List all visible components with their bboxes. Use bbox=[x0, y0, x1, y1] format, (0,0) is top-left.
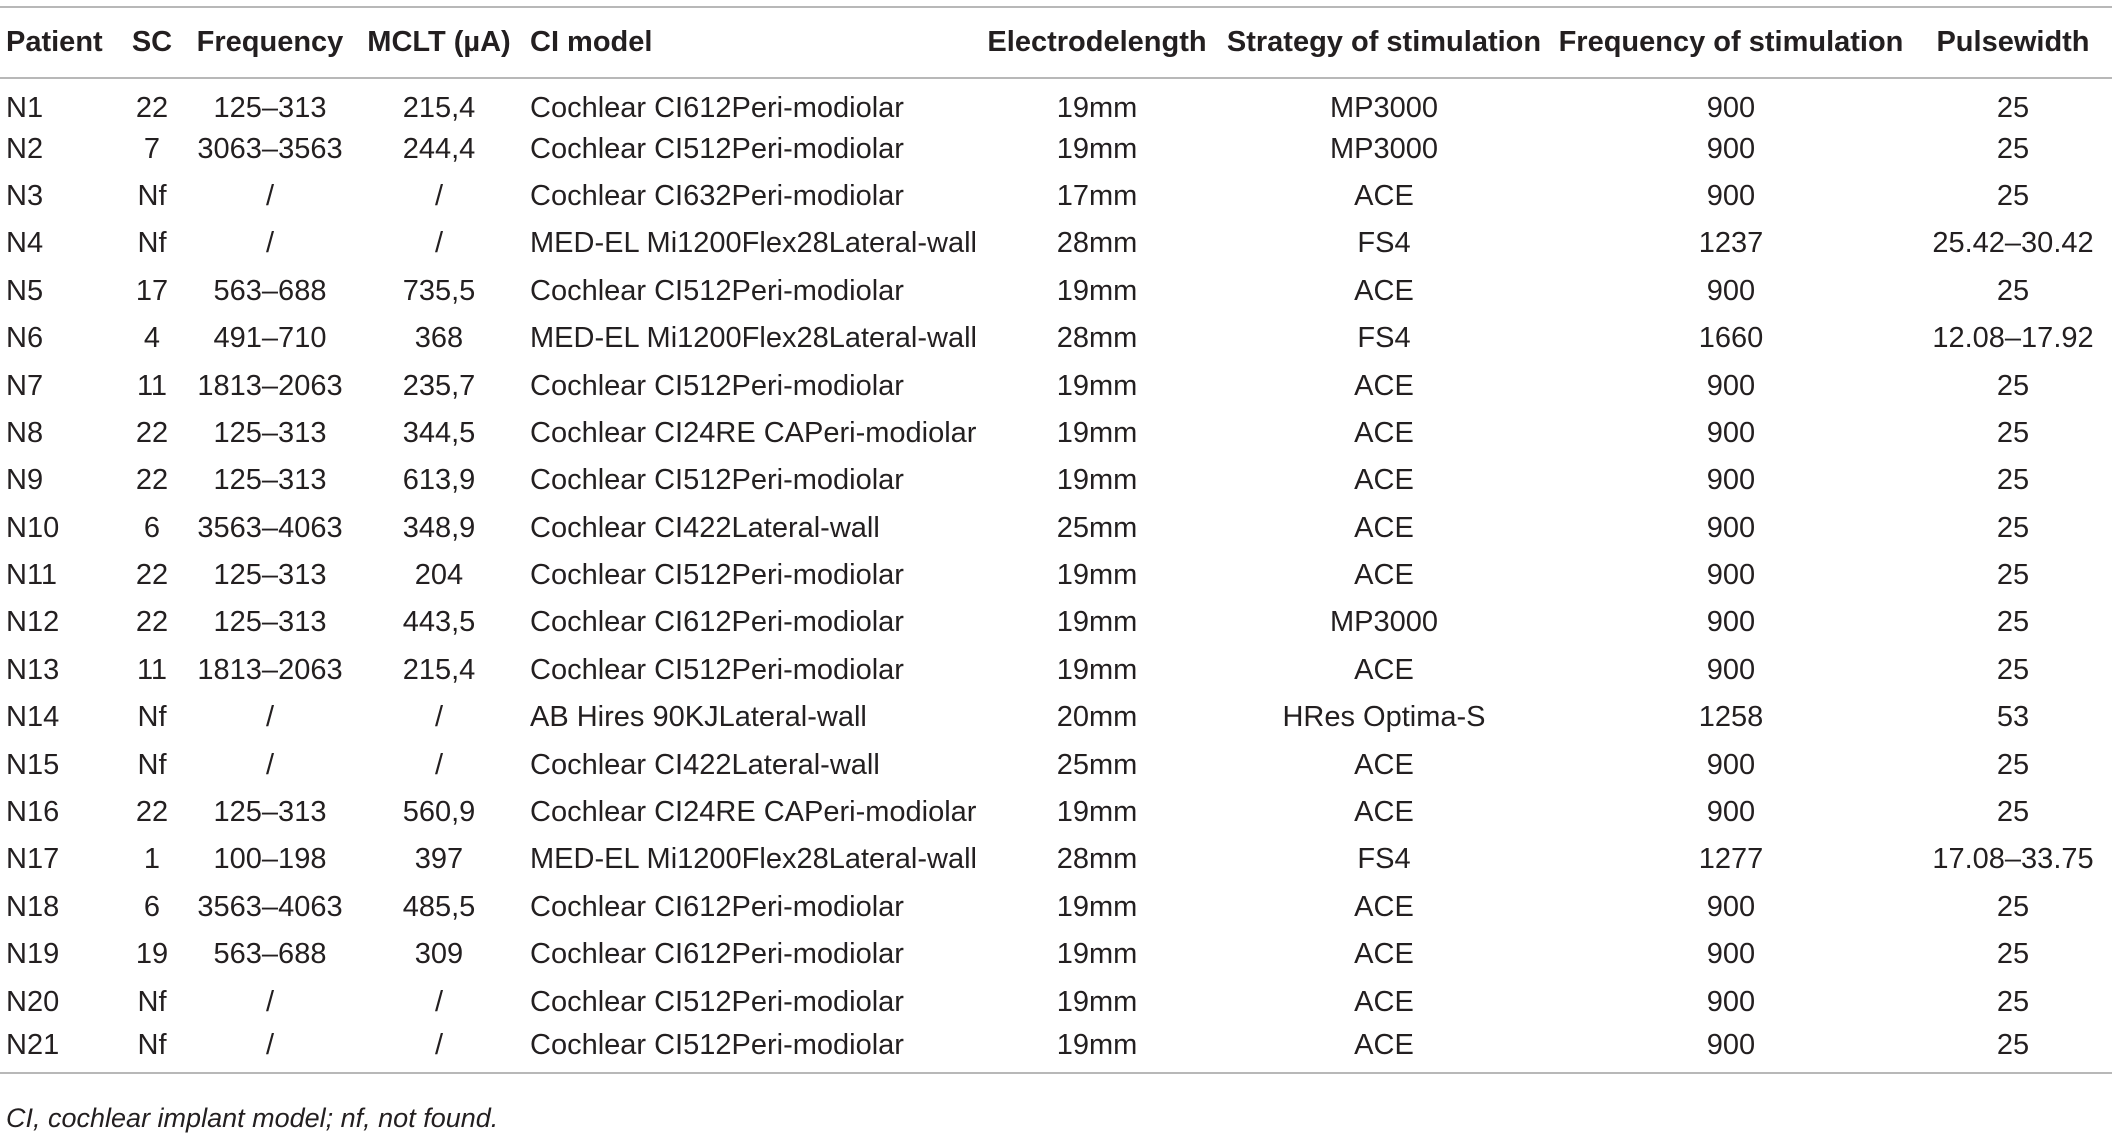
patient-cell: N3 bbox=[6, 179, 44, 212]
electrode-length-cell: 19mm bbox=[1056, 274, 1138, 307]
patient-cell: N13 bbox=[6, 653, 60, 686]
stim-frequency-cell: 900 bbox=[1548, 1026, 1914, 1073]
strategy-cell: MP3000 bbox=[1329, 606, 1438, 639]
mclt-cell: 560,9 bbox=[402, 796, 476, 829]
strategy-cell: ACE bbox=[1354, 796, 1414, 829]
mclt-cell: 235,7 bbox=[402, 369, 476, 402]
stim-frequency-cell: 900 bbox=[1706, 91, 1756, 124]
frequency-cell: / bbox=[265, 179, 275, 212]
patient-cell: N2 bbox=[6, 132, 44, 165]
strategy-cell: ACE bbox=[1354, 511, 1414, 544]
frequency-cell: 3563–4063 bbox=[197, 890, 343, 923]
ci-model-cell: Cochlear CI512Peri-modiolar bbox=[530, 985, 904, 1018]
table-header bbox=[0, 7, 2112, 78]
electrode-length-cell: 28mm bbox=[1056, 322, 1138, 355]
stim-frequency-cell: 900 bbox=[1706, 748, 1756, 781]
patient-cell: N9 bbox=[6, 464, 44, 497]
mclt-cell: 215,4 bbox=[402, 91, 476, 124]
ci-model-cell: Cochlear CI24RE CAPeri-modiolar bbox=[530, 796, 977, 829]
patient-cell: N4 bbox=[6, 227, 44, 260]
pulsewidth-cell: 25.42–30.42 bbox=[1932, 227, 2094, 260]
table-row bbox=[0, 647, 2112, 694]
mclt-cell: 735,5 bbox=[402, 274, 476, 307]
sc-cell: 17 bbox=[135, 274, 169, 307]
stim-frequency-cell: 900 bbox=[1706, 606, 1756, 639]
electrode-length-cell: 25mm bbox=[1056, 748, 1138, 781]
stim-frequency-cell: 900 bbox=[1706, 274, 1756, 307]
ci-model-cell: Cochlear CI512Peri-modiolar bbox=[530, 464, 904, 497]
strategy-cell: ACE bbox=[1354, 464, 1414, 497]
table-footnote: CI, cochlear implant model; nf, not found. bbox=[6, 1103, 499, 1133]
stim-frequency-cell: 900 bbox=[1706, 559, 1756, 592]
ci-model-cell: Cochlear CI612Peri-modiolar bbox=[530, 606, 904, 639]
mclt-cell: 397 bbox=[414, 843, 464, 876]
frequency-cell: / bbox=[265, 227, 275, 260]
strategy-cell: ACE bbox=[1354, 274, 1414, 307]
patient-cell: N1 bbox=[6, 91, 44, 124]
patient-table bbox=[0, 6, 2112, 1074]
frequency-cell: 563–688 bbox=[213, 274, 327, 307]
ci-model-cell: Cochlear CI512Peri-modiolar bbox=[530, 274, 904, 307]
strategy-cell: ACE bbox=[1354, 938, 1414, 971]
sc-cell: 1 bbox=[143, 843, 161, 876]
header-electrode-length: Electrodelength bbox=[974, 7, 1220, 78]
electrode-length-cell: 19mm bbox=[1056, 369, 1138, 402]
header-patient: Patient bbox=[0, 7, 118, 78]
frequency-cell: 3063–3563 bbox=[197, 132, 343, 165]
table-row bbox=[0, 1026, 2112, 1073]
patient-cell: N18 bbox=[6, 890, 60, 923]
stim-frequency-cell: 1237 bbox=[1698, 227, 1764, 260]
frequency-cell: / bbox=[265, 748, 275, 781]
electrode-length-cell: 19mm bbox=[1056, 132, 1138, 165]
strategy-cell: ACE bbox=[1354, 416, 1414, 449]
pulsewidth-cell: 25 bbox=[1996, 416, 2030, 449]
pulsewidth-cell: 25 bbox=[1996, 132, 2030, 165]
frequency-cell: 125–313 bbox=[213, 464, 327, 497]
electrode-length-cell: 19mm bbox=[1056, 559, 1138, 592]
stim-frequency-cell: 900 bbox=[1706, 132, 1756, 165]
strategy-cell: ACE bbox=[1354, 985, 1414, 1018]
ci-model-cell: Cochlear CI612Peri-modiolar bbox=[530, 890, 904, 923]
ci-model-cell: MED-EL Mi1200Flex28Lateral-wall bbox=[530, 227, 977, 260]
sc-cell: Nf bbox=[137, 227, 167, 260]
table-row bbox=[0, 552, 2112, 599]
strategy-cell: ACE bbox=[1354, 179, 1414, 212]
sc-cell: 22 bbox=[135, 416, 169, 449]
ci-model-cell: Cochlear CI422Lateral-wall bbox=[530, 748, 880, 781]
mclt-cell: / bbox=[434, 227, 444, 260]
table-row bbox=[0, 978, 2112, 1025]
sc-cell: 11 bbox=[136, 653, 168, 686]
table-row bbox=[0, 315, 2112, 362]
strategy-cell: HRes Optima-S bbox=[1282, 701, 1486, 734]
table-row bbox=[0, 931, 2112, 978]
stim-frequency-cell: 1660 bbox=[1698, 322, 1764, 355]
frequency-cell: 491–710 bbox=[213, 322, 327, 355]
electrode-length-cell: 19mm bbox=[1056, 796, 1138, 829]
electrode-length-cell: 19mm bbox=[1056, 985, 1138, 1018]
sc-cell: Nf bbox=[118, 1026, 186, 1073]
electrode-length-cell: 20mm bbox=[1056, 701, 1138, 734]
electrode-length-cell: 19mm bbox=[1056, 464, 1138, 497]
table-body bbox=[0, 78, 2112, 1073]
pulsewidth-cell: 25 bbox=[1996, 179, 2030, 212]
electrode-length-cell: 28mm bbox=[1056, 843, 1138, 876]
pulsewidth-cell: 25 bbox=[1996, 91, 2030, 124]
ci-model-cell: Cochlear CI512Peri-modiolar bbox=[530, 559, 904, 592]
frequency-cell: / bbox=[265, 985, 275, 1018]
mclt-cell: 309 bbox=[414, 938, 464, 971]
strategy-cell: ACE bbox=[1354, 369, 1414, 402]
header-row bbox=[0, 7, 2112, 78]
mclt-cell: 215,4 bbox=[402, 653, 476, 686]
strategy-cell: FS4 bbox=[1357, 322, 1411, 355]
stim-frequency-cell: 900 bbox=[1706, 985, 1756, 1018]
mclt-cell: 244,4 bbox=[402, 132, 476, 165]
sc-cell: 22 bbox=[135, 606, 169, 639]
patient-cell: N5 bbox=[6, 274, 44, 307]
pulsewidth-cell: 25 bbox=[1996, 890, 2030, 923]
table-row bbox=[0, 410, 2112, 457]
table-row bbox=[0, 125, 2112, 172]
ci-model-cell: MED-EL Mi1200Flex28Lateral-wall bbox=[530, 843, 977, 876]
sc-cell: Nf bbox=[137, 748, 167, 781]
sc-cell: Nf bbox=[137, 179, 167, 212]
mclt-cell: / bbox=[434, 748, 444, 781]
mclt-cell: 348,9 bbox=[402, 511, 476, 544]
patient-cell: N12 bbox=[6, 606, 60, 639]
table-row bbox=[0, 505, 2112, 552]
pulsewidth-cell: 25 bbox=[1914, 1026, 2112, 1073]
stim-frequency-cell: 900 bbox=[1706, 796, 1756, 829]
frequency-cell: / bbox=[186, 1026, 354, 1073]
strategy-cell: ACE bbox=[1220, 1026, 1548, 1073]
patient-cell: N6 bbox=[6, 322, 44, 355]
table-row bbox=[0, 268, 2112, 315]
electrode-length-cell: 19mm bbox=[1056, 606, 1138, 639]
sc-cell: 6 bbox=[143, 511, 161, 544]
table-row bbox=[0, 457, 2112, 504]
electrode-length-cell: 19mm bbox=[1056, 91, 1138, 124]
strategy-cell: MP3000 bbox=[1329, 91, 1438, 124]
sc-cell: 22 bbox=[135, 464, 169, 497]
header-pulsewidth: Pulsewidth bbox=[1914, 7, 2112, 78]
mclt-cell: / bbox=[434, 701, 444, 734]
stim-frequency-cell: 900 bbox=[1706, 179, 1756, 212]
header-ci-model: CI model bbox=[524, 7, 974, 78]
ci-model-cell: Cochlear CI512Peri-modiolar bbox=[530, 369, 904, 402]
stim-frequency-cell: 900 bbox=[1706, 511, 1756, 544]
ci-model-cell: Cochlear CI512Peri-modiolar bbox=[530, 653, 904, 686]
mclt-cell: 485,5 bbox=[402, 890, 476, 923]
frequency-cell: 1813–2063 bbox=[197, 653, 343, 686]
sc-cell: 6 bbox=[143, 890, 161, 923]
sc-cell: 19 bbox=[135, 938, 169, 971]
patient-cell: N19 bbox=[6, 938, 60, 971]
pulsewidth-cell: 25 bbox=[1996, 559, 2030, 592]
patient-cell: N7 bbox=[6, 369, 44, 402]
patient-cell: N21 bbox=[0, 1026, 118, 1073]
frequency-cell: 125–313 bbox=[213, 606, 327, 639]
header-sc: SC bbox=[118, 7, 186, 78]
table-row bbox=[0, 694, 2112, 741]
table-row bbox=[0, 78, 2112, 125]
table-row bbox=[0, 599, 2112, 646]
mclt-cell: 204 bbox=[414, 559, 464, 592]
patient-cell: N17 bbox=[6, 843, 60, 876]
strategy-cell: FS4 bbox=[1357, 227, 1411, 260]
strategy-cell: MP3000 bbox=[1329, 132, 1438, 165]
table-row bbox=[0, 789, 2112, 836]
pulsewidth-cell: 25 bbox=[1996, 938, 2030, 971]
strategy-cell: FS4 bbox=[1357, 843, 1411, 876]
mclt-cell: 368 bbox=[414, 322, 464, 355]
strategy-cell: ACE bbox=[1354, 890, 1414, 923]
frequency-cell: 563–688 bbox=[213, 938, 327, 971]
frequency-cell: 3563–4063 bbox=[197, 511, 343, 544]
table-row bbox=[0, 836, 2112, 883]
strategy-cell: ACE bbox=[1354, 748, 1414, 781]
table-row bbox=[0, 741, 2112, 788]
frequency-cell: 100–198 bbox=[213, 843, 327, 876]
ci-model-cell: Cochlear CI512Peri-modiolar bbox=[524, 1026, 974, 1073]
pulsewidth-cell: 25 bbox=[1996, 748, 2030, 781]
stim-frequency-cell: 900 bbox=[1706, 938, 1756, 971]
ci-model-cell: Cochlear CI24RE CAPeri-modiolar bbox=[530, 416, 977, 449]
pulsewidth-cell: 25 bbox=[1996, 606, 2030, 639]
ci-model-cell: AB Hires 90KJLateral-wall bbox=[530, 701, 867, 734]
patient-cell: N14 bbox=[6, 701, 60, 734]
mclt-cell: / bbox=[434, 179, 444, 212]
pulsewidth-cell: 25 bbox=[1996, 511, 2030, 544]
header-frequency: Frequency bbox=[186, 7, 354, 78]
ci-model-cell: Cochlear CI612Peri-modiolar bbox=[530, 91, 904, 124]
electrode-length-cell: 25mm bbox=[1056, 511, 1138, 544]
sc-cell: 22 bbox=[135, 796, 169, 829]
mclt-cell: / bbox=[354, 1026, 524, 1073]
frequency-cell: 125–313 bbox=[213, 559, 327, 592]
stim-frequency-cell: 900 bbox=[1706, 416, 1756, 449]
frequency-cell: / bbox=[265, 701, 275, 734]
stim-frequency-cell: 1258 bbox=[1698, 701, 1764, 734]
electrode-length-cell: 17mm bbox=[1056, 179, 1138, 212]
pulsewidth-cell: 25 bbox=[1996, 796, 2030, 829]
header-mclt: MCLT (µA) bbox=[354, 7, 524, 78]
frequency-cell: 125–313 bbox=[213, 796, 327, 829]
strategy-cell: ACE bbox=[1354, 559, 1414, 592]
stim-frequency-cell: 900 bbox=[1706, 369, 1756, 402]
pulsewidth-cell: 17.08–33.75 bbox=[1932, 843, 2094, 876]
pulsewidth-cell: 12.08–17.92 bbox=[1932, 322, 2094, 355]
pulsewidth-cell: 25 bbox=[1996, 369, 2030, 402]
electrode-length-cell: 19mm bbox=[1056, 938, 1138, 971]
header-stim-frequency: Frequency of stimulation bbox=[1548, 7, 1914, 78]
mclt-cell: 613,9 bbox=[402, 464, 476, 497]
electrode-length-cell: 19mm bbox=[1056, 416, 1138, 449]
pulsewidth-cell: 25 bbox=[1996, 653, 2030, 686]
strategy-cell: ACE bbox=[1354, 653, 1414, 686]
stim-frequency-cell: 900 bbox=[1706, 653, 1756, 686]
stim-frequency-cell: 1277 bbox=[1698, 843, 1764, 876]
frequency-cell: 125–313 bbox=[213, 416, 327, 449]
sc-cell: 22 bbox=[135, 91, 169, 124]
sc-cell: 11 bbox=[136, 369, 168, 402]
table-row bbox=[0, 173, 2112, 220]
electrode-length-cell: 19mm bbox=[1056, 653, 1138, 686]
electrode-length-cell: 19mm bbox=[1056, 890, 1138, 923]
sc-cell: 22 bbox=[135, 559, 169, 592]
ci-model-cell: Cochlear CI512Peri-modiolar bbox=[530, 132, 904, 165]
pulsewidth-cell: 25 bbox=[1996, 464, 2030, 497]
table-row bbox=[0, 220, 2112, 267]
pulsewidth-cell: 25 bbox=[1996, 274, 2030, 307]
frequency-cell: 125–313 bbox=[213, 91, 327, 124]
sc-cell: 7 bbox=[143, 132, 161, 165]
sc-cell: Nf bbox=[137, 985, 167, 1018]
electrode-length-cell: 19mm bbox=[974, 1026, 1220, 1073]
table-row bbox=[0, 884, 2112, 931]
electrode-length-cell: 28mm bbox=[1056, 227, 1138, 260]
ci-model-cell: Cochlear CI612Peri-modiolar bbox=[530, 938, 904, 971]
patient-cell: N8 bbox=[6, 416, 44, 449]
mclt-cell: / bbox=[434, 985, 444, 1018]
patient-cell: N10 bbox=[6, 511, 60, 544]
ci-model-cell: MED-EL Mi1200Flex28Lateral-wall bbox=[530, 322, 977, 355]
pulsewidth-cell: 53 bbox=[1996, 701, 2030, 734]
patient-cell: N20 bbox=[6, 985, 60, 1018]
mclt-cell: 443,5 bbox=[402, 606, 476, 639]
table-row bbox=[0, 362, 2112, 409]
pulsewidth-cell: 25 bbox=[1996, 985, 2030, 1018]
patient-cell: N16 bbox=[6, 796, 60, 829]
sc-cell: Nf bbox=[137, 701, 167, 734]
ci-model-cell: Cochlear CI632Peri-modiolar bbox=[530, 179, 904, 212]
header-strategy: Strategy of stimulation bbox=[1220, 7, 1548, 78]
patient-cell: N15 bbox=[6, 748, 60, 781]
patient-cell: N11 bbox=[6, 559, 58, 592]
sc-cell: 4 bbox=[143, 322, 161, 355]
stim-frequency-cell: 900 bbox=[1706, 464, 1756, 497]
frequency-cell: 1813–2063 bbox=[197, 369, 343, 402]
ci-model-cell: Cochlear CI422Lateral-wall bbox=[530, 511, 880, 544]
mclt-cell: 344,5 bbox=[402, 416, 476, 449]
stim-frequency-cell: 900 bbox=[1706, 890, 1756, 923]
